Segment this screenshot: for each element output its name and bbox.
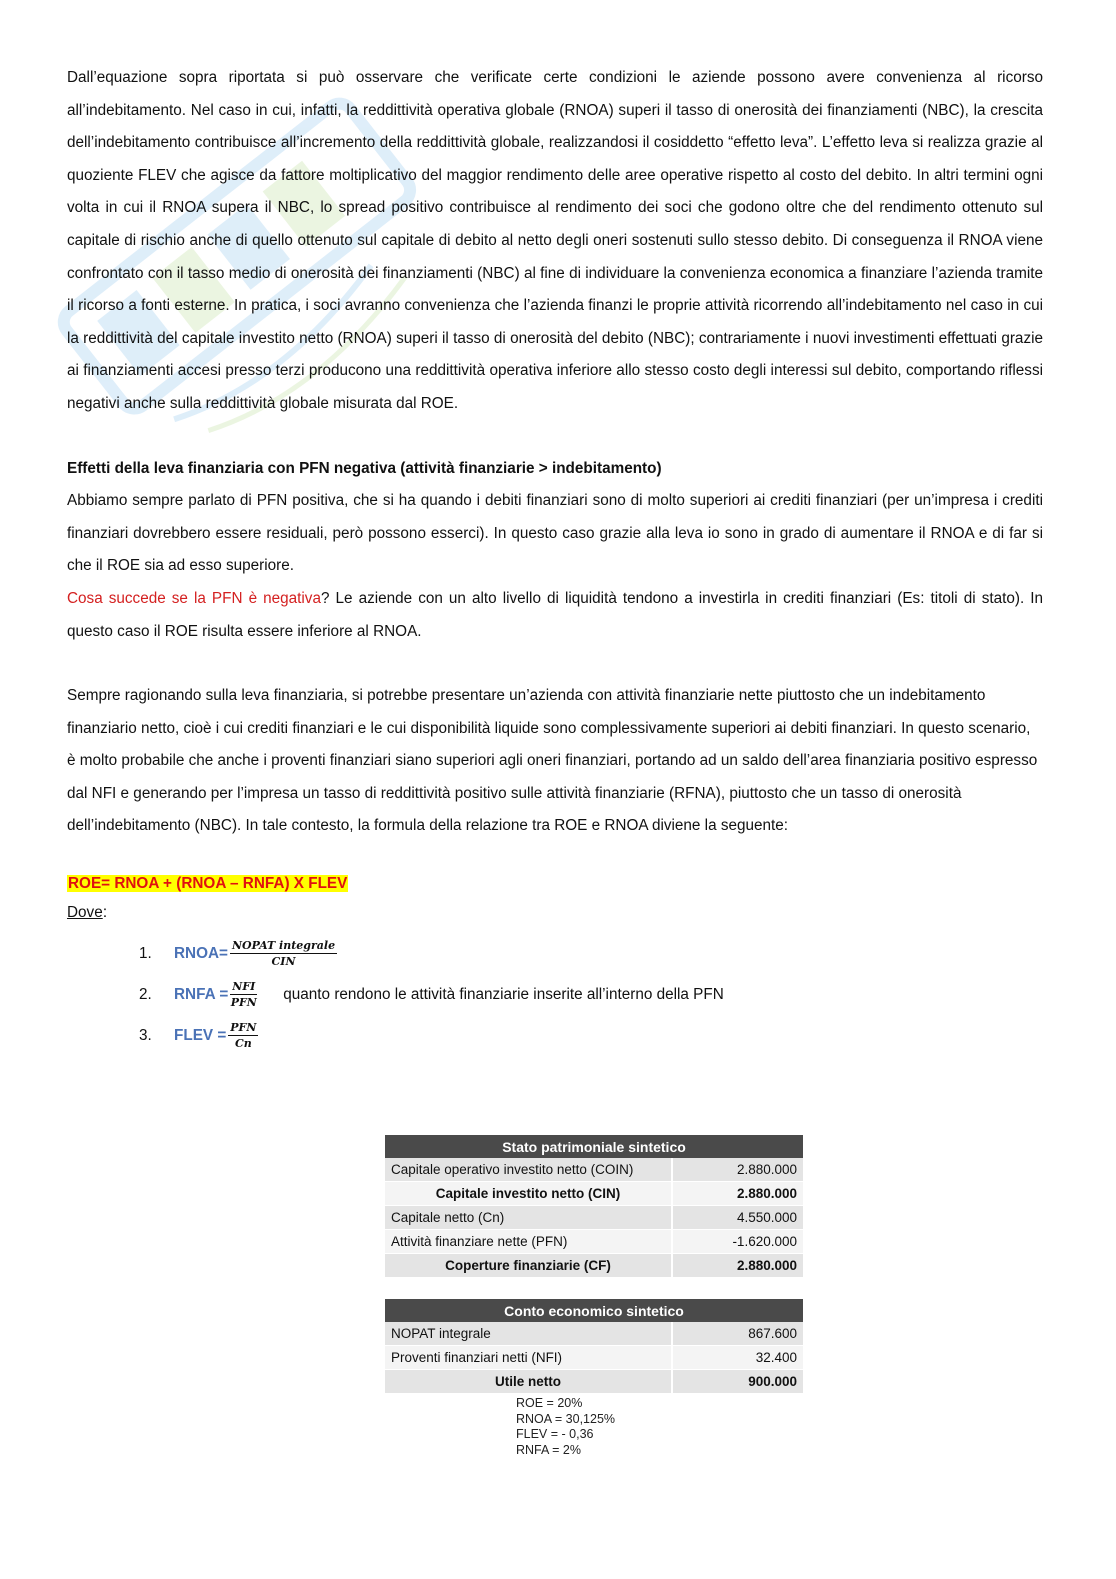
definition-rnoa (139, 933, 1043, 974)
paragraph-pfn-negativa-rest: ? Le aziende con un alto livello di liquidità tendono a investirla in crediti finanziari (Es: titoli di stato). In questo caso il ROE risulta essere inferiore al RNOA. (67, 589, 1043, 640)
ratio-rnfa: RNFA = 2% (516, 1442, 581, 1457)
row-label: Capitale investito netto (CIN) (385, 1182, 672, 1206)
ratio-roe: ROE = 20% (516, 1396, 583, 1410)
row-value: 32.400 (672, 1346, 803, 1370)
fraction (230, 979, 257, 1010)
roe-formula: ROE= RNOA + (RNOA – RNFA) X FLEV (68, 875, 348, 893)
fraction-denominator: Cn (234, 1037, 252, 1051)
row-value: 900.000 (672, 1370, 803, 1394)
paragraph-attivita-finanziarie: Sempre ragionando sulla leva finanziaria, si potrebbe presentare un’azienda con attività finanziarie nette piuttosto che un indebitamento finanziario netto, cioè i cui crediti finanziari e le cui disponibilità liquide sono complessivamente superiori ai debiti finanziari. In questo scenario, è molto probabile che anche i proventi finanziari siano superiori agli oneri finanziari, portando ad un saldo dell’area finanziaria positivo espresso dal NFI e generando per l’impresa un tasso di reddittività positivo sulle attività finanziarie (RFNA), piuttosto che un tasso di onerosità dell’indebitamento (NBC). In tale contesto, la formula della relazione tra ROE e RNOA diviene la seguente: (67, 687, 1038, 835)
definition-flev (139, 1015, 1043, 1056)
row-value: 2.880.000 (672, 1182, 803, 1206)
row-value: 2.880.000 (672, 1254, 803, 1278)
definition-label: RNFA = (174, 985, 229, 1003)
row-value: 2.880.000 (672, 1158, 803, 1182)
row-label: NOPAT integrale (385, 1322, 672, 1346)
table-row (385, 1230, 803, 1254)
conto-economico-table (385, 1299, 803, 1394)
definition-label: RNOA= (174, 944, 228, 962)
table-row (385, 1370, 803, 1394)
row-label: Utile netto (385, 1370, 672, 1394)
ratios-block (516, 1396, 615, 1458)
fraction-denominator: PFN (230, 996, 257, 1010)
fraction (230, 938, 337, 969)
table-row (385, 1346, 803, 1370)
row-value: 4.550.000 (672, 1206, 803, 1230)
ratio-rnoa: RNOA = 30,125% (516, 1411, 616, 1426)
red-question: Cosa succede se la PFN è negativa (67, 589, 321, 607)
definition-number: 1. (139, 944, 152, 962)
table-row (385, 1182, 803, 1206)
section-heading: Effetti della leva finanziaria con PFN negativa (attività finanziarie > indebitamento) (67, 459, 662, 477)
ratio-flev: FLEV = - 0,36 (516, 1427, 594, 1441)
definition-label: FLEV = (174, 1026, 227, 1044)
table-title: Stato patrimoniale sintetico (385, 1135, 803, 1158)
fraction-numerator: NOPAT integrale (231, 939, 336, 953)
paragraph-effetto-leva: Dall’equazione sopra riportata si può osservare che verificate certe condizioni le aziende possono avere convenienza al ricorso all’indebitamento. Nel caso in cui, infatti, la reddittività operativa globale (RNOA) superi il tasso di onerosità dei finanziamenti (NBC), la crescita dell’indebitamento contribuisce all’incremento della reddittività globale, realizzandosi il cosiddetto “effetto leva”. L’effetto leva si realizza grazie al quoziente FLEV che agisce da fattore moltiplicativo del maggior rendimento delle aree operative rispetto al costo del debito. In altri termini ogni volta in cui il RNOA supera il NBC, lo spread positivo contribuisce al rendimento dei soci che godono oltre che del rendimento ottenuto sul capitale di rischio anche di quello ottenuto sul capitale di debito al netto degli oneri sostenuti sullo stesso debito. Di conseguenza il RNOA viene confrontato con il tasso medio di onerosità dei finanziamenti (NBC) al fine di individuare la convenienza economica a finanziare l’azienda tramite il ricorso a fonti esterne. In pratica, i soci avranno convenienza che l’azienda finanzi le proprie attività ricorrendo all’indebitamento nel caso in cui la reddittività del capitale investito netto (RNOA) superi il tasso di onerosità del debito (NBC); contrariamente i nuovi investimenti effettuati grazie ai finanziamenti accesi presso terzi producono una reddittività operativa inferiore allo stesso costo degli interessi sul debito, comportando riflessi negativi anche sulla reddittività globale misurata dal ROE. (67, 69, 1043, 412)
fraction-numerator: PFN (230, 1021, 257, 1035)
dove-label: Dove (67, 904, 103, 922)
dove-line (67, 897, 1043, 929)
paragraph-pfn-negativa (67, 583, 1043, 648)
row-label: Coperture finanziarie (CF) (385, 1254, 672, 1278)
row-label: Capitale operativo investito netto (COIN) (385, 1158, 672, 1182)
row-label: Capitale netto (Cn) (385, 1206, 672, 1230)
fraction-denominator: CIN (271, 955, 296, 969)
table-row (385, 1158, 803, 1182)
definition-number: 2. (139, 985, 152, 1003)
table-row (385, 1206, 803, 1230)
fraction-numerator: NFI (232, 980, 256, 994)
row-label: Proventi finanziari netti (NFI) (385, 1346, 672, 1370)
definition-rnfa (139, 974, 1043, 1015)
dove-colon: : (102, 904, 108, 922)
definition-number: 3. (139, 1026, 152, 1044)
table-title: Conto economico sintetico (385, 1299, 803, 1322)
formula-block (67, 871, 1043, 897)
row-value: -1.620.000 (672, 1230, 803, 1254)
paragraph-pfn-positiva: Abbiamo sempre parlato di PFN positiva, che si ha quando i debiti finanziari sono di molto superiori ai crediti finanziari (per un’impresa i crediti finanziari dovrebbero essere residuali, però possono esserci). In questo caso grazie alla leva io sono in grado di aumentare il RNOA e di far si che il ROE sia ad esso superiore. (67, 492, 1043, 575)
document-page (67, 62, 1043, 1056)
table-row (385, 1322, 803, 1346)
definitions-list (67, 933, 1043, 1056)
definition-note: quanto rendono le attività finanziarie inserite all’interno della PFN (283, 985, 724, 1003)
table-row (385, 1254, 803, 1278)
row-value: 867.600 (672, 1322, 803, 1346)
fraction (228, 1020, 258, 1051)
stato-patrimoniale-table (385, 1135, 803, 1278)
row-label: Attività finanziare nette (PFN) (385, 1230, 672, 1254)
